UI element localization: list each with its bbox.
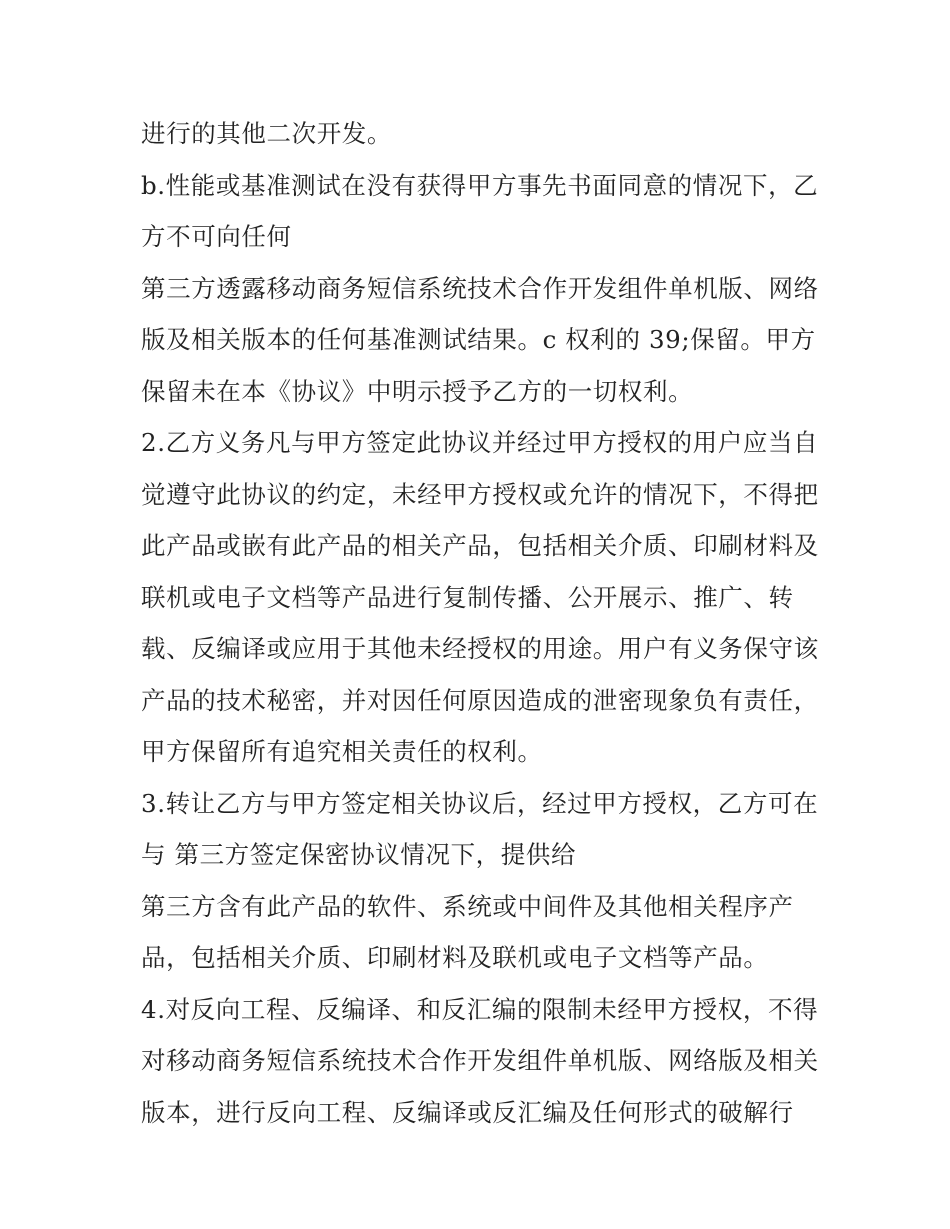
text-line: 第三方透露移动商务短信系统技术合作开发组件单机版、网络	[141, 273, 819, 303]
text-line: 品，包括相关介质、印刷材料及联机或电子文档等产品。	[141, 943, 769, 972]
text-line: 进行的其他二次开发。	[141, 119, 392, 148]
text-line: b.性能或基准测试在没有获得甲方事先书面同意的情况下，乙	[141, 170, 819, 200]
text-line: 联机或电子文档等产品进行复制传播、公开展示、推广、转	[141, 582, 794, 612]
text-line: 版及相关版本的任何基准测试结果。c 权利的 39;保留。甲方	[141, 325, 816, 354]
text-line: 第三方含有此产品的软件、系统或中间件及其他相关程序产	[141, 891, 794, 921]
text-line: 4.对反向工程、反编译、和反汇编的限制未经甲方授权，不得	[141, 994, 819, 1024]
text-line: 版本，进行反向工程、反编译或反汇编及任何形式的破解行	[141, 1097, 794, 1127]
text-line: 载、反编译或应用于其他未经授权的用途。用户有义务保守该	[141, 634, 819, 663]
text-line: 保留未在本《协议》中明示授予乙方的一切权利。	[141, 376, 694, 406]
text-line: 觉遵守此协议的约定，未经甲方授权或允许的情况下，不得把	[141, 479, 819, 509]
text-line: 与 第三方签定保密协议情况下，提供给	[141, 840, 577, 869]
text-line: 2.乙方义务凡与甲方签定此协议并经过甲方授权的用户应当自	[141, 428, 819, 457]
text-line: 3.转让乙方与甲方签定相关协议后，经过甲方授权，乙方可在	[141, 788, 819, 818]
text-line: 对移动商务短信系统技术合作开发组件单机版、网络版及相关	[141, 1046, 819, 1075]
text-line: 产品的技术秘密，并对因任何原因造成的泄密现象负有责任，	[141, 685, 819, 715]
text-line: 此产品或嵌有此产品的相关产品，包括相关介质、印刷材料及	[141, 531, 819, 560]
document-body	[141, 108, 821, 1138]
text-line: 方不可向任何	[141, 222, 292, 251]
text-line: 甲方保留所有追究相关责任的权利。	[141, 737, 543, 766]
